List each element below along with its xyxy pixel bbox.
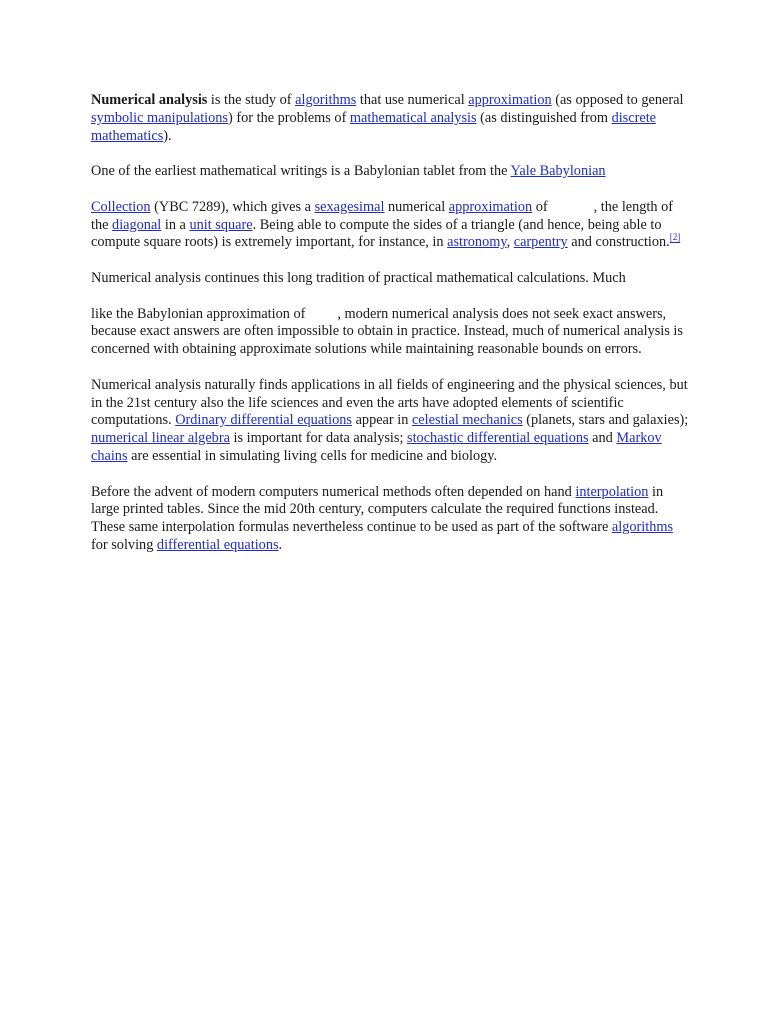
document-page	[91, 92, 691, 555]
link-markov-chains[interactable]: Markov chains	[91, 430, 662, 464]
paragraph-gap	[91, 252, 691, 270]
text: Numerical analysis continues this long tradition of practical mathematical calculations. Much	[91, 269, 626, 286]
paragraph-tradition-line1	[91, 270, 691, 288]
link-mathematical-analysis[interactable]: mathematical analysis	[349, 109, 477, 126]
reference-link[interactable]: [2]	[669, 232, 681, 243]
text: is important for data analysis;	[229, 430, 408, 447]
link-celestial-mechanics[interactable]: celestial mechanics	[411, 412, 523, 429]
link-sexagesimal[interactable]: sexagesimal	[314, 198, 385, 215]
paragraph-gap	[91, 145, 691, 163]
formula-placeholder	[548, 199, 594, 211]
text: (as distinguished from	[476, 109, 612, 126]
link-carpentry[interactable]: carpentry	[513, 234, 568, 251]
link-algorithms-2[interactable]: algorithms	[611, 519, 674, 536]
text: and construction.	[567, 234, 670, 251]
link-interpolation[interactable]: interpolation	[575, 483, 649, 500]
paragraph-gap	[91, 359, 691, 377]
text: in a	[161, 216, 190, 233]
link-discrete-mathematics[interactable]: discrete mathematics	[91, 109, 657, 144]
text: and	[588, 430, 617, 447]
paragraph-intro	[91, 92, 691, 145]
link-approximation[interactable]: approximation	[468, 92, 552, 108]
link-algorithms[interactable]: algorithms	[295, 92, 357, 108]
link-ordinary-differential-equations[interactable]: Ordinary differential equations	[175, 412, 352, 429]
link-approximation-2[interactable]: approximation	[448, 198, 533, 215]
link-differential-equations[interactable]: differential equations	[156, 536, 279, 553]
paragraph-gap	[91, 288, 691, 306]
text: that use numerical	[356, 92, 469, 108]
link-stochastic-differential-equations[interactable]: stochastic differential equations	[407, 430, 589, 447]
text: (YBC 7289), which gives a	[150, 198, 315, 215]
text: ) for the problems of	[228, 109, 350, 126]
text: of	[532, 198, 548, 215]
text: (as opposed to general	[551, 92, 684, 108]
paragraph-applications	[91, 377, 691, 466]
text: like the Babylonian approximation of	[91, 305, 306, 322]
paragraph-history	[91, 484, 691, 555]
text: Numerical analysis naturally finds applications in all fields of engineering and the physical sciences, but in the 21st century also the life sciences and even the arts have adopted elements of scientific computations.	[91, 376, 688, 429]
paragraph-gap	[91, 181, 691, 199]
text: in large printed tables. Since the mid 20th century, computers calculate the required functions instead. These same interpolation formulas nevertheless continue to be used as part of the software	[91, 483, 664, 536]
text: Before the advent of modern computers numerical methods often depended on hand	[91, 483, 576, 500]
text: ).	[163, 127, 172, 144]
link-yale-babylonian[interactable]: Yale Babylonian	[510, 163, 606, 180]
link-symbolic-manipulations[interactable]: symbolic manipulations	[91, 109, 229, 126]
formula-placeholder	[305, 306, 337, 318]
paragraph-gap	[91, 466, 691, 484]
term-bold: Numerical analysis	[91, 92, 208, 108]
text: appear in	[352, 412, 412, 429]
link-astronomy[interactable]: astronomy	[447, 234, 507, 251]
text: for solving	[91, 536, 157, 553]
text: ,	[506, 234, 514, 251]
text: . Being able to compute the sides of a triangle (and hence, being able to compute square roots) is extremely important, for instance, in	[91, 216, 662, 251]
paragraph-tradition	[91, 306, 691, 359]
link-diagonal[interactable]: diagonal	[112, 216, 162, 233]
paragraph-babylonian	[91, 199, 691, 252]
link-unit-square[interactable]: unit square	[189, 216, 253, 233]
link-yale-babylonian-collection[interactable]: Collection	[91, 198, 151, 215]
text: One of the earliest mathematical writings is a Babylonian tablet from the	[91, 163, 511, 180]
text: numerical	[384, 198, 449, 215]
text: (planets, stars and galaxies);	[522, 412, 689, 429]
link-numerical-linear-algebra[interactable]: numerical linear algebra	[91, 430, 230, 447]
text: .	[278, 536, 283, 553]
paragraph-babylonian-line1	[91, 163, 691, 181]
text: , modern numerical analysis does not seek exact answers, because exact answers are often impossible to obtain in practice. Instead, much of numerical analysis is concerned with obtaining approximate solutions while maintaining reasonable bounds on errors.	[91, 305, 683, 358]
text: is the study of	[207, 92, 296, 108]
text: , the length of the	[91, 198, 674, 233]
text: are essential in simulating living cells for medicine and biology.	[127, 447, 498, 464]
